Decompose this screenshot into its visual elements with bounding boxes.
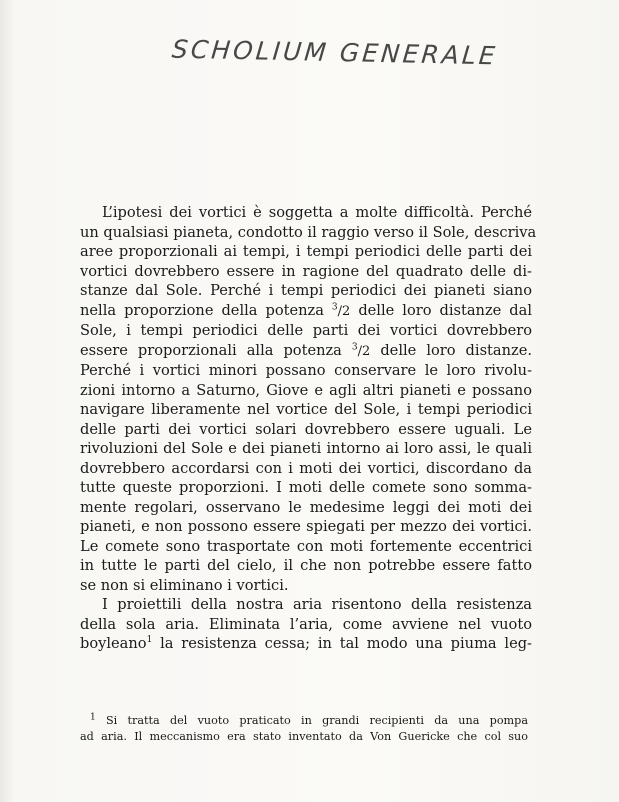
text-line: dovrebbero accordarsi con i moti dei vortici, discordano da <box>80 459 532 477</box>
text-line: della sola aria. Eliminata l’aria, come avviene nel vuoto <box>80 615 532 633</box>
fraction-three-halves <box>332 304 350 319</box>
text-line: zioni intorno a Saturno, Giove e agli altri pianeti e possano <box>80 381 532 399</box>
fraction-numerator: 3 <box>351 342 358 353</box>
text-line: navigare liberamente nel vortice del Sole, i tempi periodici <box>80 401 532 418</box>
text-line: delle parti dei vortici solari dovrebbero essere uguali. Le <box>80 420 532 438</box>
footnote-reference: 1 <box>146 635 153 646</box>
text-line: aree proporzionali ai tempi, i tempi periodici delle parti dei <box>80 243 532 260</box>
footnote-line <box>80 713 528 729</box>
text-line: rivoluzioni del Sole e dei pianeti intorno ai loro assi, le quali <box>80 440 532 457</box>
body-text <box>80 203 537 654</box>
text-line: se non si eliminano i vortici. <box>80 576 289 594</box>
text-line: un qualsiasi pianeta, condotto il raggio verso il Sole, descriva <box>80 223 537 241</box>
text-segment: essere proporzionali alla potenza <box>80 341 352 359</box>
footnote-mark: 1 <box>90 712 96 723</box>
text-segment: nella proporzione della potenza <box>80 301 332 319</box>
text-line <box>80 341 532 362</box>
text-segment: delle loro distanze. <box>370 341 532 359</box>
text-segment: la resistenza cessa; in tal modo una piuma leg- <box>152 635 532 652</box>
fraction-three-halves <box>352 344 370 359</box>
text-line: stanze dal Sole. Perché i tempi periodici dei pianeti siano <box>80 282 532 299</box>
text-line: Perché i vortici minori possano conservare le loro rivolu- <box>80 362 532 379</box>
text-line <box>80 301 532 322</box>
footnote-line: ad aria. Il meccanismo era stato inventato da Von Guericke che col suo <box>80 730 528 743</box>
text-line: L’ipotesi dei vortici è soggetta a molte difficoltà. Perché <box>102 204 532 221</box>
fraction-numerator: 3 <box>331 302 338 313</box>
text-line <box>80 634 532 654</box>
text-line: mente regolari, osservano le medesime leggi dei moti dei <box>80 498 532 516</box>
text-line: tutte queste proporzioni. I moti delle comete sono somma- <box>80 479 532 496</box>
text-line: in tutte le parti del cielo, il che non potrebbe essere fatto <box>80 557 532 574</box>
handwritten-heading <box>0 30 619 80</box>
heading-text: SCHOLIUM GENERALE <box>170 34 500 71</box>
text-line: Le comete sono trasportate con moti fortemente eccentrici <box>80 537 532 555</box>
text-line: pianeti, e non possono essere spiegati per mezzo dei vortici. <box>80 518 532 535</box>
text-segment: delle loro distanze dal <box>350 301 532 319</box>
footnote <box>80 713 528 745</box>
footnote-text: Si tratta del vuoto praticato in grandi recipienti da una pompa <box>95 714 528 727</box>
fraction-denominator: /2 <box>357 343 371 359</box>
text-line: Sole, i tempi periodici delle parti dei vortici dovrebbero <box>80 322 532 339</box>
text-line: I proiettili della nostra aria risentono della resistenza <box>102 596 532 613</box>
text-line: vortici dovrebbero essere in ragione del quadrato delle di- <box>80 262 532 280</box>
text-segment: boyleano <box>80 635 147 652</box>
fraction-denominator: /2 <box>337 303 351 319</box>
